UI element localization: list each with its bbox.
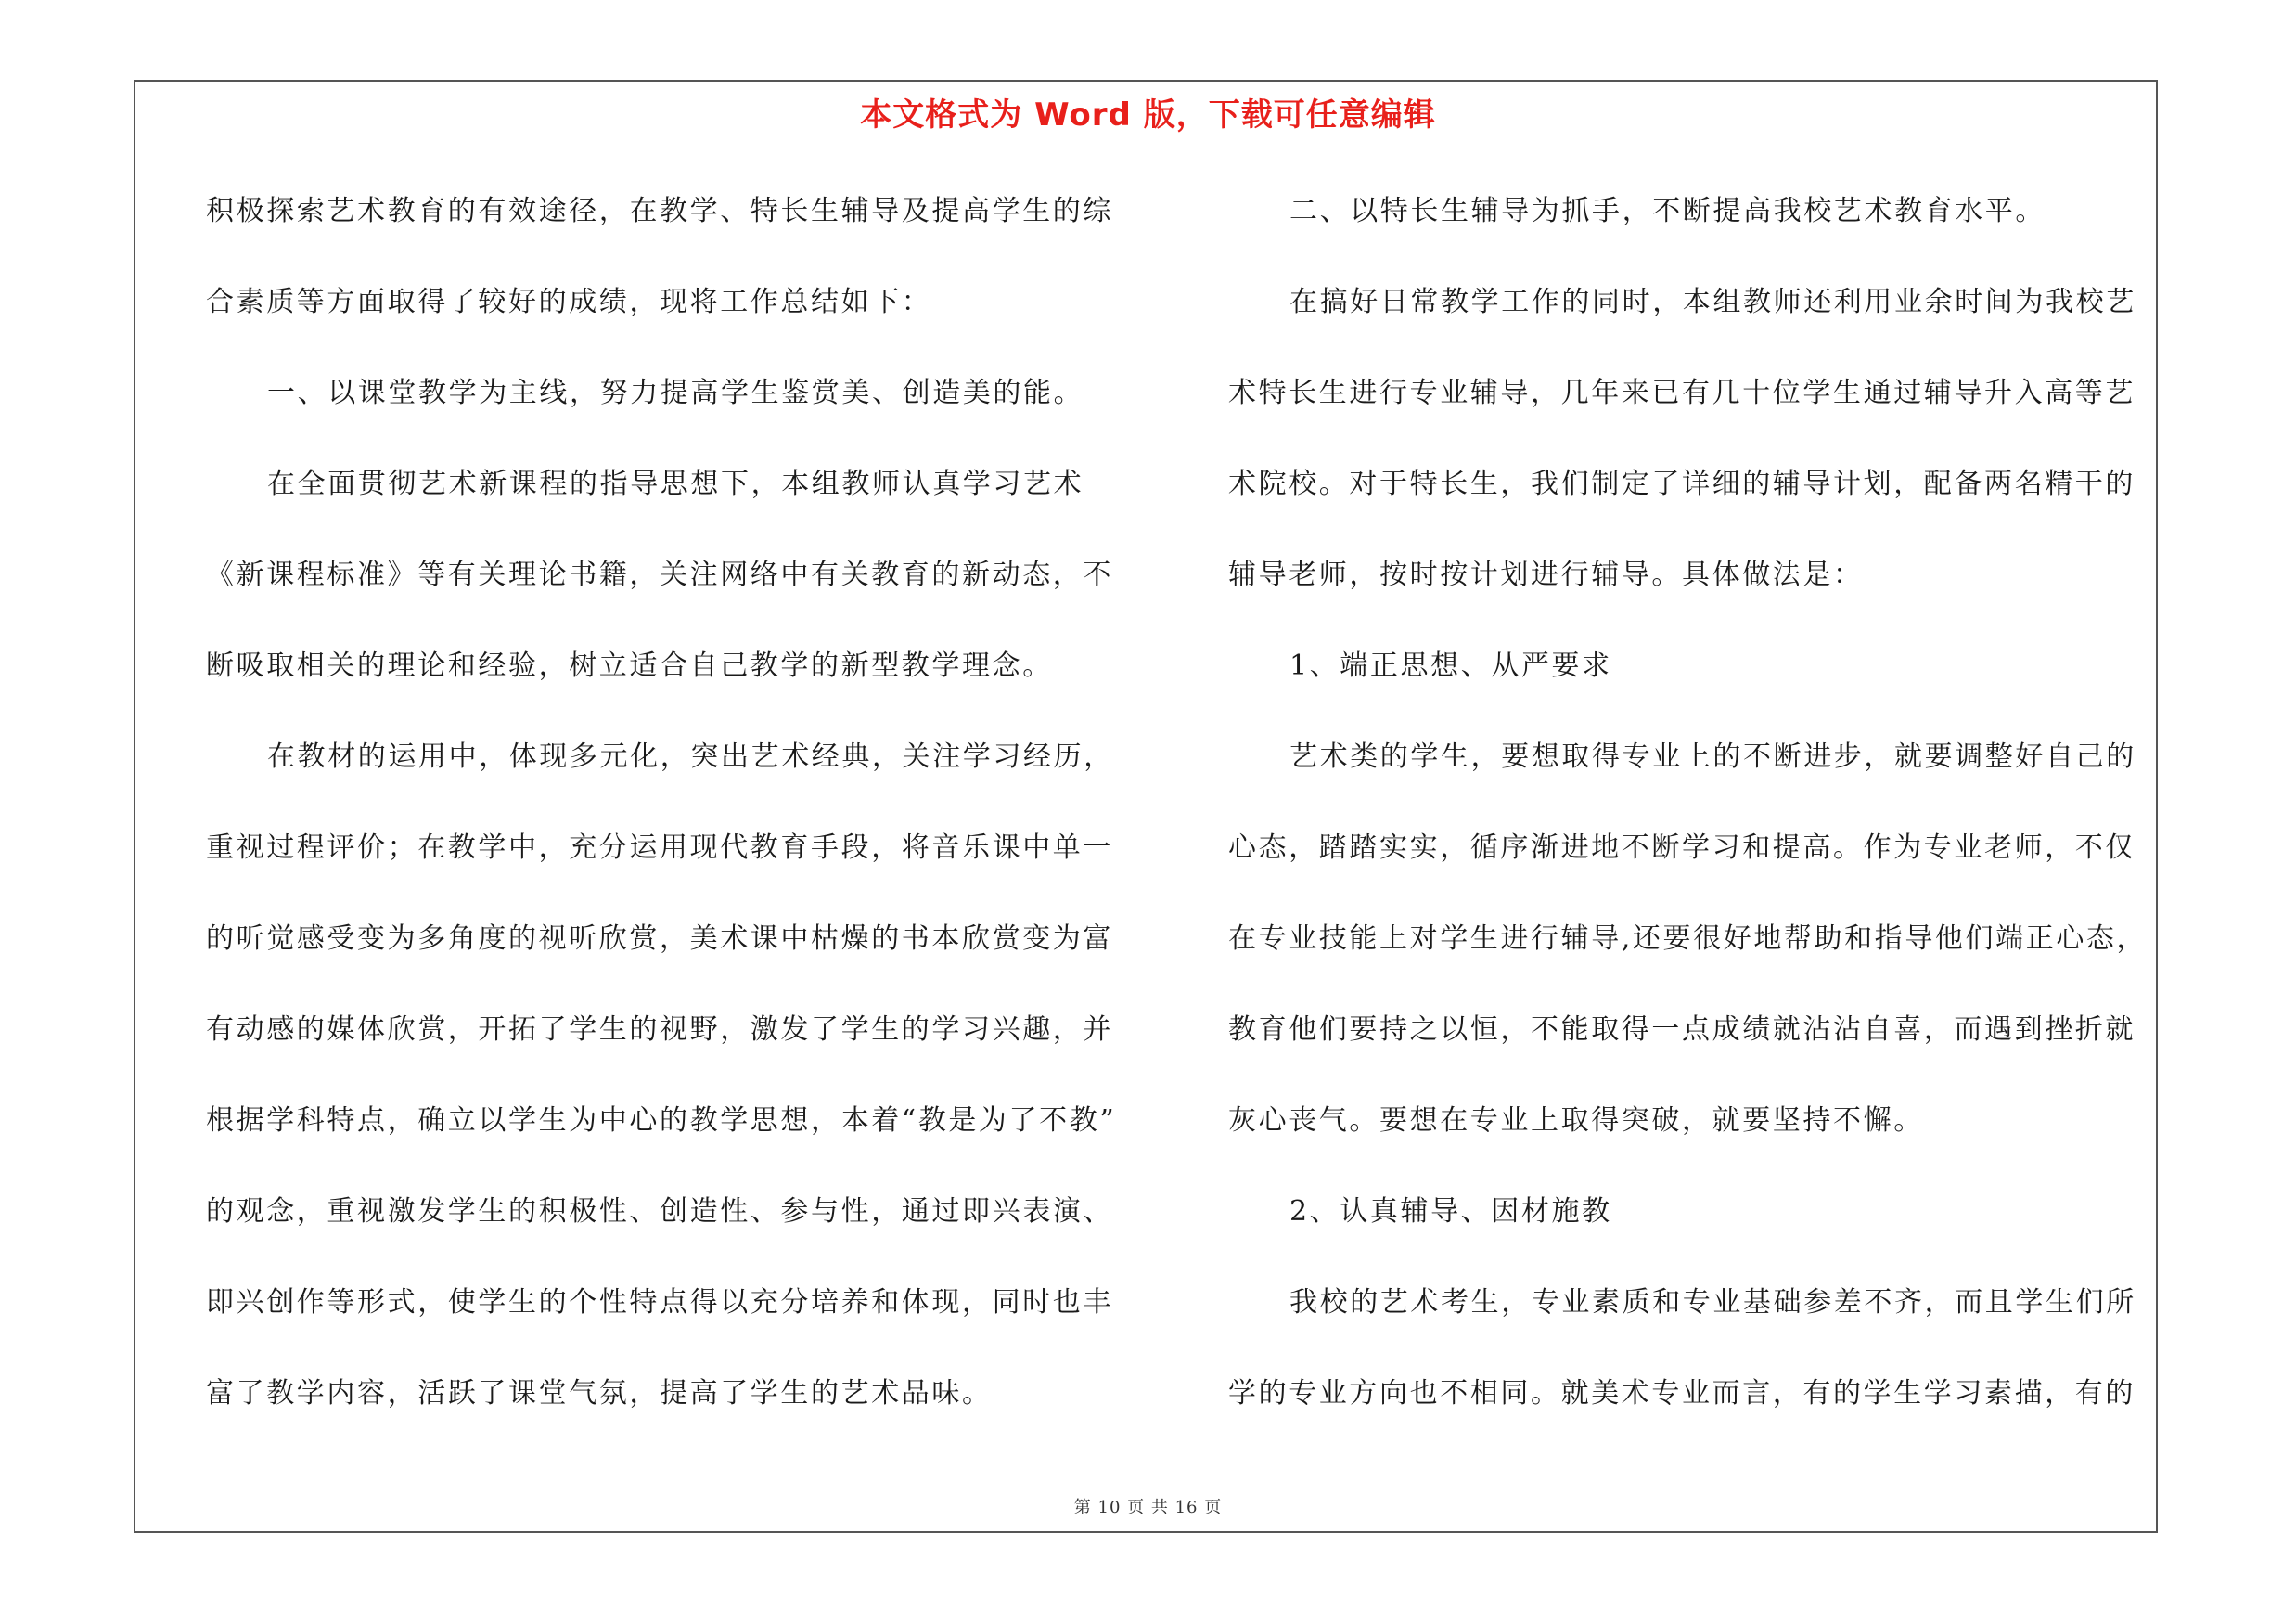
page-number: 第 10 页 共 16 页	[1073, 1498, 1223, 1517]
paragraph-line: 教育他们要持之以恒，不能取得一点成绩就沾沾自喜，而遇到挫折就	[1228, 1013, 2136, 1046]
paragraph-line: 艺术类的学生，要想取得专业上的不断进步，就要调整好自己的	[1289, 741, 2136, 773]
paragraph-line: 富了教学内容，活跃了课堂气氛，提高了学生的艺术品味。	[206, 1377, 993, 1410]
paragraph-line: 即兴创作等形式，使学生的个性特点得以充分培养和体现，同时也丰	[206, 1286, 1113, 1319]
paragraph-line: 在全面贯彻艺术新课程的指导思想下，本组教师认真学习艺术	[267, 468, 1084, 500]
paragraph-line: 术院校。对于特长生，我们制定了详细的辅导计划，配备两名精干的	[1228, 468, 2136, 500]
paragraph-line: 积极探索艺术教育的有效途径，在教学、特长生辅导及提高学生的综	[206, 195, 1113, 227]
paragraph-line: 心态，踏踏实实，循序渐进地不断学习和提高。作为专业老师，不仅	[1228, 831, 2136, 864]
paragraph-line: 在搞好日常教学工作的同时，本组教师还利用业余时间为我校艺	[1289, 286, 2136, 318]
paragraph-line: 合素质等方面取得了较好的成绩，现将工作总结如下：	[206, 286, 932, 318]
left-text-column	[206, 184, 1134, 1457]
right-text-column	[1228, 184, 2156, 1457]
paragraph-line: 根据学科特点，确立以学生为中心的教学思想，本着“教是为了不教”	[206, 1104, 1117, 1137]
paragraph-line: 有动感的媒体欣赏，开拓了学生的视野，激发了学生的学习兴趣，并	[206, 1013, 1113, 1046]
paragraph-line: 重视过程评价；在教学中，充分运用现代教育手段，将音乐课中单一	[206, 831, 1113, 864]
paragraph-line: 术特长生进行专业辅导，几年来已有几十位学生通过辅导升入高等艺	[1228, 377, 2136, 409]
paragraph-line: 辅导老师，按时按计划进行辅导。具体做法是：	[1228, 559, 1864, 591]
paragraph-line: 的听觉感受变为多角度的视听欣赏，美术课中枯燥的书本欣赏变为富	[206, 922, 1113, 955]
paragraph-line: 学的专业方向也不相同。就美术专业而言，有的学生学习素描，有的	[1228, 1377, 2136, 1410]
section-heading: 二、以特长生辅导为抓手，不断提高我校艺术教育水平。	[1289, 195, 2046, 227]
paragraph-line: 灰心丧气。要想在专业上取得突破，就要坚持不懈。	[1228, 1104, 1924, 1137]
paragraph-line: 的观念，重视激发学生的积极性、创造性、参与性，通过即兴表演、	[206, 1195, 1113, 1228]
subsection-heading: 1、端正思想、从严要求	[1289, 650, 1612, 682]
paragraph-line: 《新课程标准》等有关理论书籍，关注网络中有关教育的新动态，不	[206, 559, 1113, 591]
section-heading: 一、以课堂教学为主线，努力提高学生鉴赏美、创造美的能。	[267, 377, 1084, 409]
paragraph-line: 断吸取相关的理论和经验，树立适合自己教学的新型教学理念。	[206, 650, 1053, 682]
paragraph-line: 在教材的运用中，体现多元化，突出艺术经典，关注学习经历，	[267, 741, 1114, 773]
subsection-heading: 2、认真辅导、因材施教	[1289, 1195, 1612, 1228]
paragraph-line: 在专业技能上对学生进行辅导,还要很好地帮助和指导他们端正心态，	[1228, 922, 2148, 955]
paragraph-line: 我校的艺术考生，专业素质和专业基础参差不齐，而且学生们所	[1289, 1286, 2136, 1319]
word-format-banner: 本文格式为 Word 版，下载可任意编辑	[860, 97, 1436, 134]
